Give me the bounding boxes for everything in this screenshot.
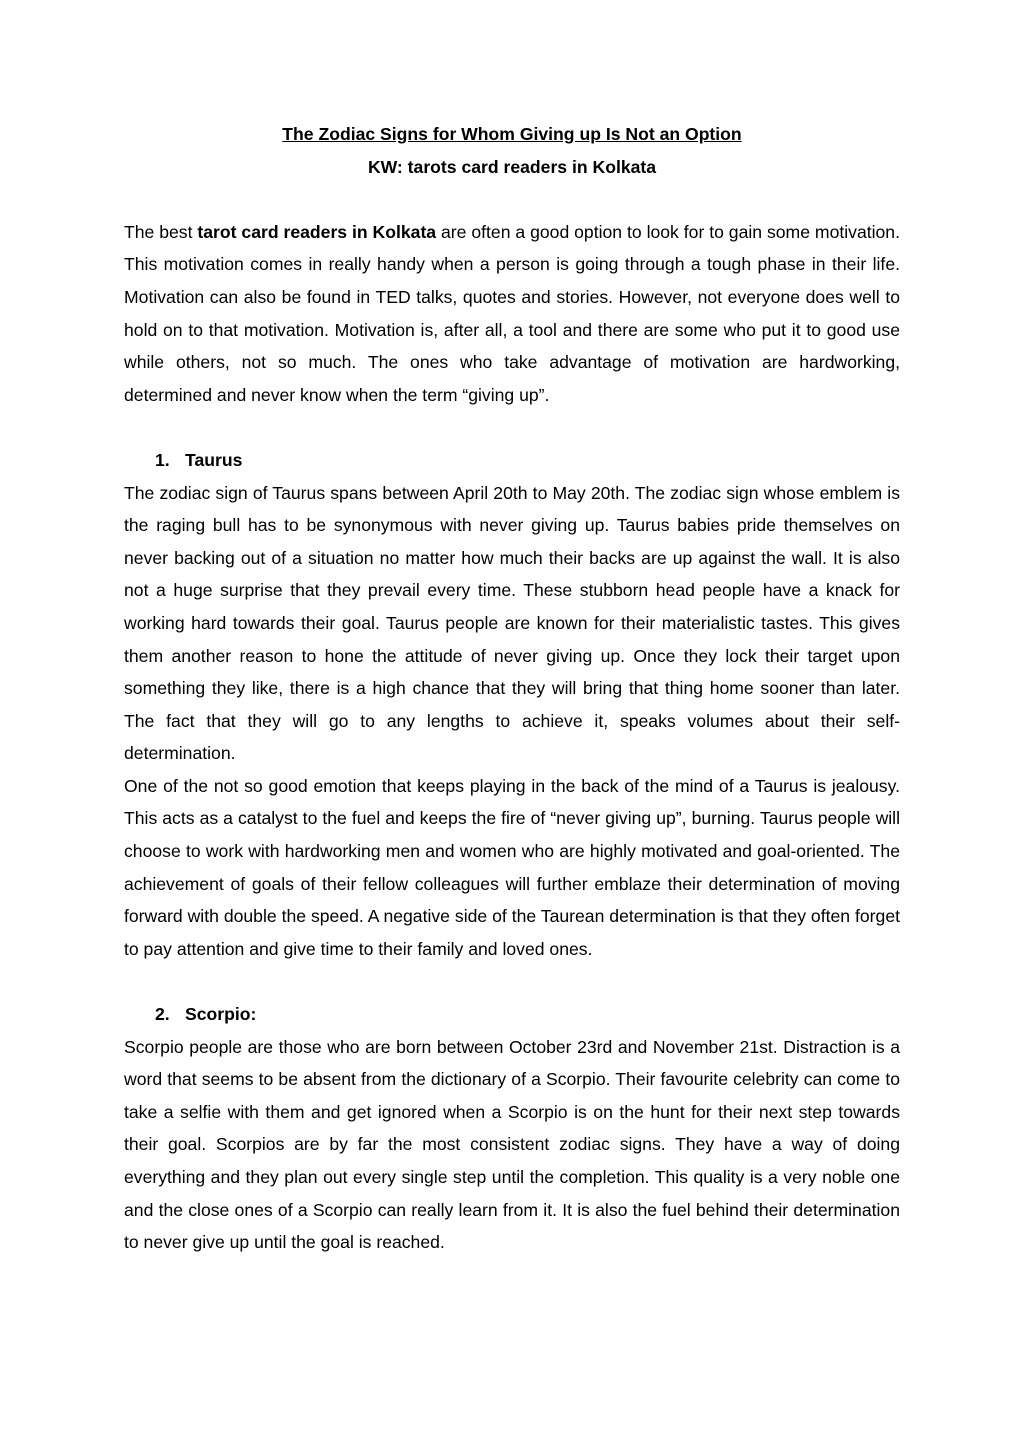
body-paragraph: The zodiac sign of Taurus spans between April 20th to May 20th. The zodiac sign whose emblem is the raging bull has to be synonymous with never giving up. Taurus babies pride themselves on never backing out of a situation no matter how much their backs are up against the wall. It is also not a huge surprise that they prevail every time. These stubborn head people have a knack for working hard towards their goal. Taurus people are known for their materialistic tastes. This gives them another reason to hone the attitude of never giving up. Once they lock their target upon something they like, there is a high chance that they will bring that thing home sooner than later. The fact that they will go to any lengths to achieve it, speaks volumes about their self-determination. (124, 482, 900, 764)
body-paragraph: Scorpio people are those who are born between October 23rd and November 21st. Distraction is a word that seems to be absent from the dictionary of a Scorpio. Their favourite celebrity can come to take a selfie with them and get ignored when a Scorpio is on the hunt for their next step towards their goal. Scorpios are by far the most consistent zodiac signs. They have a way of doing everything and they plan out every single step until the completion. This quality is a very noble one and the close ones of a Scorpio can really learn from it. It is also the fuel behind their determination to never give up until the goal is reached. (124, 1036, 900, 1253)
section-heading (124, 444, 900, 477)
section-heading (124, 998, 900, 1031)
keyword-line: KW: tarots card readers in Kolkata (367, 156, 657, 177)
body-paragraph: One of the not so good emotion that keeps playing in the back of the mind of a Taurus is jealousy. This acts as a catalyst to the fuel and keeps the fire of “never giving up”, burning. Taurus people will choose to work with hardworking men and women who are highly motivated and goal-oriented. The achievement of goals of their fellow colleagues will further emblaze their determination of moving forward with double the speed. A negative side of the Taurean determination is that they often forget to pay attention and give time to their family and loved ones. (124, 775, 900, 959)
title-block (124, 118, 900, 183)
document-title: The Zodiac Signs for Whom Giving up Is Not an Option (282, 124, 742, 144)
section-scorpio (124, 998, 900, 1259)
section-number: 1. (155, 449, 170, 470)
intro-text-start: The best (124, 221, 198, 242)
intro-bold-keyword: tarot card readers in Kolkata (197, 221, 437, 242)
section-title: Taurus (185, 449, 243, 470)
section-title: Scorpio: (185, 1004, 257, 1025)
document-page (124, 118, 900, 1291)
section-taurus (124, 444, 900, 966)
section-number: 2. (155, 1004, 170, 1025)
intro-paragraph (124, 216, 900, 412)
intro-text-rest: are often a good option to look for to gain some motivation. This motivation comes in really handy when a person is going through a tough phase in their life. Motivation can also be found in TED talks, quotes and stories. However, not everyone does well to hold on to that motivation. Motivation is, after all, a tool and there are some who put it to good use while others, not so much. The ones who take advantage of motivation are hardworking, determined and never know when the term “giving up”. (124, 221, 900, 405)
